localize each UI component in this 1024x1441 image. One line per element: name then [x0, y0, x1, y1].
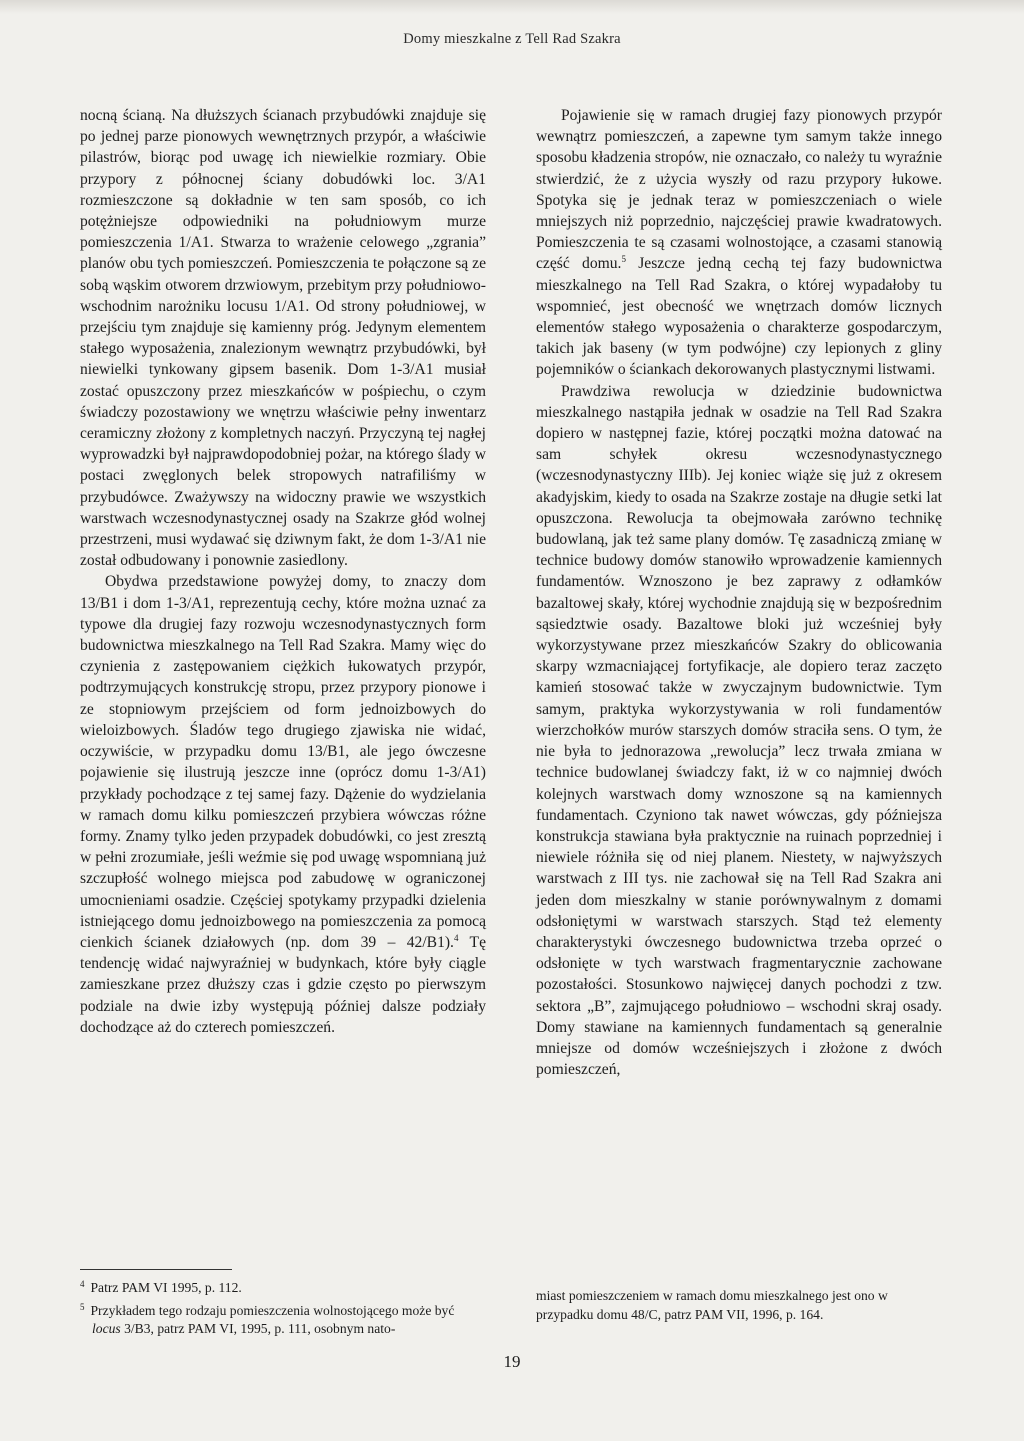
footnote-mark: 4 [80, 1279, 85, 1289]
page-edge-shadow [0, 0, 1024, 14]
paragraph [80, 571, 486, 1037]
footnote-italic: locus [92, 1321, 121, 1336]
paragraph: nocną ścianą. Na dłuższych ścianach przybudówki znajduje się po jednej parze pionowych wewnętrznych przypór, a właściwie pilastrów, biorąc pod uwagę ich niewielkie rozmiary. Obie przypory z północnej ściany dobudówki loc. 3/A1 rozmieszczone są dokładnie w ten sam sposób, co ich potężniejsze odpowiedniki na południowym murze pomieszczenia 1/A1. Stwarza to wrażenie celowego „zgrania” planów obu tych pomieszczeń. Pomieszczenia te połączone są ze sobą wąskim otworem drzwiowym, przebitym przy południowo-wschodnim narożniku locusu 1/A1. Od strony południowej, w przejściu tym znajduje się kamienny próg. Jedynym elementem stałego wyposażenia, znalezionym wewnątrz przybudówki, był niewielki tynkowany gipsem basenik. Dom 1-3/A1 musiał zostać opuszczony przez mieszkańców w pośpiechu, o czym świadczy pozostawiony we wnętrzu właściwie pełny inwentarz ceramiczny złożony z kompletnych naczyń. Przyczyną tej nagłej wyprowadzki był najprawdopodobniej pożar, na którego ślady w postaci zwęglonych belek stropowych natrafiliśmy w przybudówce. Zważywszy na widoczny prawie we wszystkich warstwach wczesnodynastycznej osady na Szakrze głód wolnej przestrzeni, musi wydawać się dziwnym fakt, że dom 1-3/A1 nie został odbudowany i ponownie zasiedlony. [80, 107, 486, 570]
footnote-5-continuation: miast pomieszczeniem w ramach domu mieszkalnego jest ono w przypadku domu 48/C, patrz PAM VII, 1996, p. 164. [536, 1288, 888, 1322]
footnote-separator [80, 1269, 232, 1270]
paragraph [536, 105, 942, 381]
footnote-text: 3/B3, patrz PAM VI, 1995, p. 111, osobnym nato- [120, 1321, 396, 1336]
right-column [536, 105, 942, 1080]
paragraph: Prawdziwa rewolucja w dziedzinie budownictwa mieszkalnego nastąpiła jednak w osadzie na Tell Rad Szakra dopiero w następnej fazie, której początki można datować na sam schyłek okresu wczesnodynastycznego (wczesnodynastyczny IIIb). Jej koniec wiąże się już z okresem akadyjskim, kiedy to osada na Szakrze zostaje na długie setki lat opuszczona. Rewolucja ta obejmowała zarówno technikę budowlaną, jak też same plany domów. Tę zasadniczą zmianę w technice budowy domów stanowiło wprowadzenie kamiennych fundamentów. Wznoszono je bez zaprawy z odłamków bazaltowej skały, której wychodnie znajdują się w bezpośrednim sąsiedztwie osady. Bazaltowe bloki już wcześniej były wykorzystywane przez mieszkańców Szakry do oblicowania skarpy wzmacniającej fortyfikacje, ale dopiero teraz zaczęto kamień stosować także w zwyczajnym budownictwie. Tym samym, praktyka wykorzystywania w roli fundamentów wierzchołków murów starszych domów straciła sens. O tym, że nie była to jednorazowa „rewolucja” lecz trwała zmiana w technice budowlanej świadczy fakt, iż w co najmniej dwóch kolejnych warstwach domy wznoszone są na kamiennych fundamentach. Czyniono tak nawet wówczas, gdy późniejsza konstrukcja stawiana była praktycznie na ruinach poprzedniej i niewiele różniła się od niej planem. Niestety, w najwyższych warstwach z III tys. nie zachował się na Tell Rad Szakra ani jeden dom mieszkalny w stanie porównywalnym z domami odsłoniętymi w warstwach starszych. Stąd też elementy charakterystyki ówczesnego budownictwa trzeba oprzeć o odsłonięte w tych warstwach fragmentarycznie zachowane pozostałości. Stosunkowo najwięcej danych pochodzi z tzw. sektora „B”, zajmującego południowo – wschodni skraj osady. Domy stawiane na kamiennych fundamentach są generalnie mniejsze od domów wcześniejszych i złożone z dwóch pomieszczeń, [536, 382, 942, 1079]
footnotes-right [536, 1287, 942, 1324]
paragraph-text: Tę tendencję widać najwyraźniej w budynkach, które były ciągle zamieszkane przez dłuższy czas i gdzie często po pierwszym podziale na dwie izby występują później dalsze podziały dochodzące aż do czterech pomieszczeń. [80, 933, 486, 1036]
running-title: Domy mieszkalne z Tell Rad Szakra [403, 31, 621, 47]
paragraph-text: Pojawienie się w ramach drugiej fazy pionowych przypór wewnątrz pomieszczeń, a zapewne tym samym także innego sposobu kładzenia stropów, nie oznaczało, co należy tu wyraźnie stwierdzić, że z użycia wyszły od razu przypory łukowe. Spotyka się je jednak teraz w pomieszczeniach o wiele mniejszych niż poprzednio, najczęściej prawie kwadratowych. Pomieszczenia te są czasami wolnostojące, a czasami stanowią część domu. [536, 107, 942, 273]
footnotes-left [80, 1275, 486, 1339]
footnote-ref: 5 [621, 254, 626, 265]
footnote-4 [80, 1275, 486, 1298]
left-column [80, 105, 486, 1038]
page-number: 19 [503, 1352, 521, 1371]
footnote-5 [80, 1298, 486, 1339]
paragraph-text: Obydwa przedstawione powyżej domy, to znaczy dom 13/B1 i dom 1-3/A1, reprezentują cechy, które można uznać za typowe dla drugiej fazy rozwoju wczesnodynastycznych form budownictwa mieszkalnego na Tell Rad Szakra. Mamy więc do czynienia z zastępowaniem ciężkich łukowatych przypór, podtrzymujących konstrukcję stropu, przez przypory pionowe i ze stopniowym przejściem od form jednoizbowych do wieloizbowych. Śladów tego drugiego zjawiska nie widać, oczywiście, w przypadku domu 13/B1, ale jego ówczesne pojawienie się ilustrują jeszcze inne (oprócz domu 1-3/A1) przykłady pochodzące z tej samej fazy. Dążenie do wydzielania w ramach domu kilku pomieszczeń przybiera wówczas różne formy. Znamy tylko jeden przypadek dobudówki, co jest zresztą w pełni zrozumiałe, jeśli weźmie się pod uwagę wspomnianą już szczupłość wolnego miejsca pod zabudowę w ograniczonej umocnieniami osadzie. Częściej spotykamy przypadki dzielenia istniejącego domu jednoizbowego na pomieszczenia za pomocą cienkich ścianek działowych (np. dom 39 – 42/B1). [80, 573, 486, 951]
footnote-text: Przykładem tego rodzaju pomieszczenia wolnostojącego może być [90, 1302, 455, 1318]
footnote-mark: 5 [80, 1301, 85, 1312]
footnote-ref: 4 [453, 932, 459, 943]
footnote-text: Patrz PAM VI 1995, p. 112. [90, 1280, 242, 1295]
paragraph-text: Jeszcze jedną cechą tej fazy budownictwa mieszkalnego na Tell Rad Szakra, o której wypadałoby tu wspomnieć, jest obecność we wnętrzach domów licznych elementów stałego wyposażenia o charakterze gospodarczym, takich jak baseny (w tym podwójne) czy lepionych z gliny pojemników o ściankach dekorowanych plastycznymi listwami. [536, 255, 942, 379]
